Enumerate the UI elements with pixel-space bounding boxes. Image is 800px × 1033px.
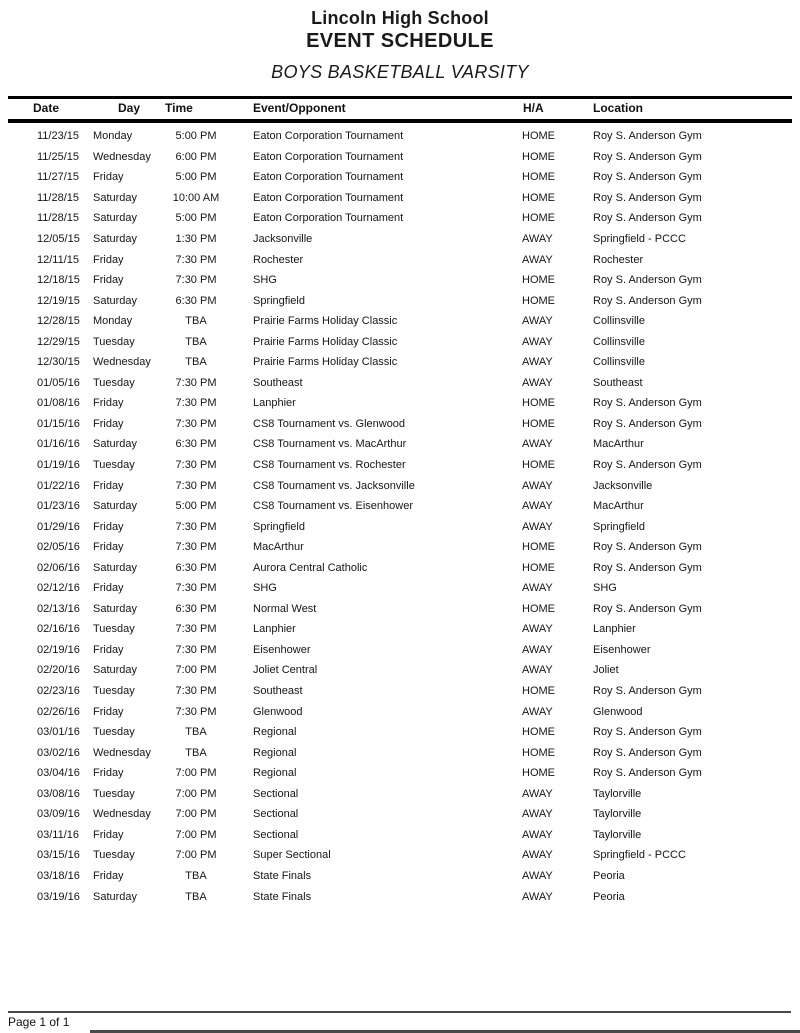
cell-location: Joliet xyxy=(593,664,619,677)
cell-time: 6:00 PM xyxy=(175,150,217,163)
cell-location: Roy S. Anderson Gym xyxy=(593,212,702,225)
cell-time: 7:30 PM xyxy=(175,397,217,410)
cell-day: Tuesday xyxy=(93,849,135,862)
cell-home-away: HOME xyxy=(522,150,555,163)
cell-day: Tuesday xyxy=(93,787,135,800)
cell-location: Roy S. Anderson Gym xyxy=(593,726,702,739)
cell-time: 7:30 PM xyxy=(175,643,217,656)
cell-home-away: HOME xyxy=(522,726,555,739)
cell-event: Glenwood xyxy=(253,705,303,718)
cell-event: Super Sectional xyxy=(253,849,331,862)
cell-day: Monday xyxy=(93,315,133,328)
cell-time: 7:30 PM xyxy=(175,705,217,718)
cell-day: Friday xyxy=(93,520,124,533)
table-row xyxy=(0,845,800,866)
cell-time: TBA xyxy=(185,315,207,328)
cell-time: TBA xyxy=(185,890,207,903)
cell-day: Friday xyxy=(93,705,124,718)
cell-event: CS8 Tournament vs. Jacksonville xyxy=(253,479,415,492)
cell-location: Roy S. Anderson Gym xyxy=(593,171,702,184)
cell-location: Roy S. Anderson Gym xyxy=(593,130,702,143)
cell-home-away: AWAY xyxy=(522,520,553,533)
cell-event: State Finals xyxy=(253,890,312,903)
cell-time: 7:30 PM xyxy=(175,685,217,698)
cell-time: 7:00 PM xyxy=(175,828,217,841)
table-row xyxy=(0,414,800,435)
table-row xyxy=(0,393,800,414)
cell-day: Tuesday xyxy=(93,376,135,389)
cell-date: 03/19/16 xyxy=(37,890,80,903)
cell-event: Regional xyxy=(253,746,297,759)
cell-day: Friday xyxy=(93,253,124,266)
schedule-rows xyxy=(0,126,800,907)
cell-time: TBA xyxy=(185,335,207,348)
table-row xyxy=(0,475,800,496)
column-header-time: Time xyxy=(165,101,193,115)
cell-home-away: AWAY xyxy=(522,705,553,718)
table-row xyxy=(0,763,800,784)
cell-day: Saturday xyxy=(93,438,138,451)
cell-time: 7:00 PM xyxy=(175,664,217,677)
table-header-row xyxy=(0,101,800,117)
cell-time: 7:00 PM xyxy=(175,849,217,862)
cell-home-away: HOME xyxy=(522,294,555,307)
table-row xyxy=(0,557,800,578)
cell-event: Rochester xyxy=(253,253,304,266)
cell-day: Friday xyxy=(93,828,124,841)
table-row xyxy=(0,516,800,537)
cell-event: SHG xyxy=(253,582,277,595)
table-row xyxy=(0,742,800,763)
table-row xyxy=(0,455,800,476)
cell-location: Collinsville xyxy=(593,335,645,348)
cell-date: 01/15/16 xyxy=(37,417,80,430)
cell-home-away: AWAY xyxy=(522,315,553,328)
cell-event: Jacksonville xyxy=(253,233,313,245)
cell-date: 12/28/15 xyxy=(37,315,80,328)
cell-location: Roy S. Anderson Gym xyxy=(593,417,702,430)
cell-time: 7:30 PM xyxy=(175,541,217,554)
document-title: EVENT SCHEDULE xyxy=(306,30,494,52)
cell-event: CS8 Tournament vs. MacArthur xyxy=(253,438,407,451)
cell-day: Wednesday xyxy=(93,150,151,163)
cell-time: 7:30 PM xyxy=(175,479,217,492)
cell-day: Saturday xyxy=(93,500,138,513)
cell-date: 02/23/16 xyxy=(37,685,80,698)
cell-event: Lanphier xyxy=(253,623,296,636)
cell-home-away: HOME xyxy=(522,130,555,143)
cell-time: 7:30 PM xyxy=(175,520,217,533)
cell-event: MacArthur xyxy=(253,541,304,554)
cell-day: Friday xyxy=(93,397,124,410)
cell-day: Monday xyxy=(93,130,133,143)
cell-date: 12/19/15 xyxy=(37,294,80,307)
table-row xyxy=(0,188,800,209)
cell-time: 7:30 PM xyxy=(175,274,217,287)
cell-day: Wednesday xyxy=(93,746,151,759)
cell-time: 1:30 PM xyxy=(175,233,217,245)
cell-day: Friday xyxy=(93,171,124,184)
cell-time: 7:30 PM xyxy=(175,417,217,430)
cell-time: 6:30 PM xyxy=(175,561,217,574)
table-row xyxy=(0,434,800,455)
cell-date: 02/05/16 xyxy=(37,541,80,554)
cell-event: CS8 Tournament vs. Rochester xyxy=(253,459,406,472)
cell-event: Springfield xyxy=(253,520,305,533)
cell-event: CS8 Tournament vs. Eisenhower xyxy=(253,500,413,513)
cell-date: 11/23/15 xyxy=(37,130,80,143)
cell-home-away: AWAY xyxy=(522,808,553,821)
cell-location: Springfield - PCCC xyxy=(593,233,686,245)
cell-event: Eaton Corporation Tournament xyxy=(253,212,404,225)
cell-event: Aurora Central Catholic xyxy=(253,561,368,574)
cell-home-away: HOME xyxy=(522,191,555,204)
cell-date: 03/18/16 xyxy=(37,869,80,882)
table-row xyxy=(0,311,800,332)
cell-date: 02/13/16 xyxy=(37,602,80,615)
cell-date: 11/28/15 xyxy=(37,212,80,225)
table-row xyxy=(0,126,800,147)
cell-location: Peoria xyxy=(593,869,625,882)
table-row xyxy=(0,270,800,291)
cell-day: Saturday xyxy=(93,191,138,204)
cell-day: Saturday xyxy=(93,294,138,307)
cell-location: Roy S. Anderson Gym xyxy=(593,294,702,307)
cell-date: 02/19/16 xyxy=(37,643,80,656)
cell-event: Normal West xyxy=(253,602,317,615)
cell-time: TBA xyxy=(185,869,207,882)
table-row xyxy=(0,352,800,373)
cell-date: 11/27/15 xyxy=(37,171,80,184)
cell-date: 02/20/16 xyxy=(37,664,80,677)
cell-date: 12/11/15 xyxy=(37,253,80,266)
cell-day: Tuesday xyxy=(93,623,135,636)
table-row xyxy=(0,660,800,681)
cell-day: Wednesday xyxy=(93,808,151,821)
table-row xyxy=(0,373,800,394)
cell-event: SHG xyxy=(253,274,277,287)
table-row xyxy=(0,619,800,640)
cell-day: Saturday xyxy=(93,602,138,615)
table-row xyxy=(0,578,800,599)
cell-home-away: HOME xyxy=(522,685,555,698)
cell-event: Joliet Central xyxy=(253,664,318,677)
cell-location: Roy S. Anderson Gym xyxy=(593,561,702,574)
cell-time: 10:00 AM xyxy=(172,191,220,204)
cell-event: Prairie Farms Holiday Classic xyxy=(253,335,398,348)
cell-date: 12/05/15 xyxy=(37,233,80,245)
cell-home-away: AWAY xyxy=(522,664,553,677)
table-row xyxy=(0,290,800,311)
cell-time: 7:30 PM xyxy=(175,623,217,636)
cell-time: 6:30 PM xyxy=(175,602,217,615)
cell-date: 02/06/16 xyxy=(37,561,80,574)
cell-date: 11/25/15 xyxy=(37,150,80,163)
cell-event: CS8 Tournament vs. Glenwood xyxy=(253,417,406,430)
table-row xyxy=(0,599,800,620)
cell-location: Collinsville xyxy=(593,315,645,328)
cell-time: 5:00 PM xyxy=(175,171,217,184)
cell-home-away: HOME xyxy=(522,602,555,615)
cell-time: 7:30 PM xyxy=(175,582,217,595)
cell-date: 03/02/16 xyxy=(37,746,80,759)
cell-day: Friday xyxy=(93,869,124,882)
cell-location: Roy S. Anderson Gym xyxy=(593,191,702,204)
table-row xyxy=(0,249,800,270)
cell-home-away: AWAY xyxy=(522,233,553,245)
cell-day: Friday xyxy=(93,582,124,595)
cell-home-away: HOME xyxy=(522,212,555,225)
cell-event: Southeast xyxy=(253,685,303,698)
table-row xyxy=(0,331,800,352)
cell-event: Eaton Corporation Tournament xyxy=(253,150,404,163)
cell-date: 01/05/16 xyxy=(37,376,80,389)
cell-location: MacArthur xyxy=(593,500,644,513)
column-header-day: Day xyxy=(117,101,140,115)
cell-location: Roy S. Anderson Gym xyxy=(593,541,702,554)
cell-event: State Finals xyxy=(253,869,312,882)
cell-time: 7:00 PM xyxy=(175,787,217,800)
cell-home-away: HOME xyxy=(522,397,555,410)
cell-time: 7:00 PM xyxy=(175,767,217,780)
cell-day: Friday xyxy=(93,417,124,430)
column-header-date: Date xyxy=(33,101,60,115)
cell-time: 7:30 PM xyxy=(175,459,217,472)
cell-event: Regional xyxy=(253,726,297,739)
cell-home-away: AWAY xyxy=(522,787,553,800)
cell-home-away: AWAY xyxy=(522,376,553,389)
cell-time: 6:30 PM xyxy=(175,438,217,451)
cell-day: Friday xyxy=(93,767,124,780)
cell-location: Collinsville xyxy=(593,356,645,369)
table-row xyxy=(0,640,800,661)
cell-location: Roy S. Anderson Gym xyxy=(593,685,702,698)
cell-day: Friday xyxy=(93,479,124,492)
column-header-event: Event/Opponent xyxy=(253,101,346,115)
cell-home-away: HOME xyxy=(522,541,555,554)
column-header-location: Location xyxy=(593,101,643,115)
table-row xyxy=(0,825,800,846)
cell-day: Friday xyxy=(93,643,124,656)
cell-home-away: AWAY xyxy=(522,623,553,636)
cell-date: 01/08/16 xyxy=(37,397,80,410)
cell-home-away: AWAY xyxy=(522,500,553,513)
team-subtitle: BOYS BASKETBALL VARSITY xyxy=(271,62,529,82)
table-row xyxy=(0,866,800,887)
cell-time: 6:30 PM xyxy=(175,294,217,307)
cell-day: Tuesday xyxy=(93,459,135,472)
table-row xyxy=(0,496,800,517)
cell-event: Southeast xyxy=(253,376,303,389)
cell-location: Taylorville xyxy=(593,808,642,821)
cell-location: MacArthur xyxy=(593,438,644,451)
cell-location: Springfield xyxy=(593,520,645,533)
school-name-title: Lincoln High School xyxy=(311,8,489,28)
cell-home-away: HOME xyxy=(522,561,555,574)
cell-day: Saturday xyxy=(93,212,138,225)
cell-date: 03/04/16 xyxy=(37,767,80,780)
cell-home-away: AWAY xyxy=(522,253,553,266)
cell-date: 03/11/16 xyxy=(37,828,80,841)
cell-date: 01/16/16 xyxy=(37,438,80,451)
table-row xyxy=(0,722,800,743)
cell-date: 01/29/16 xyxy=(37,520,80,533)
column-header-ha: H/A xyxy=(523,101,544,115)
cell-location: Roy S. Anderson Gym xyxy=(593,746,702,759)
table-row xyxy=(0,681,800,702)
table-row xyxy=(0,804,800,825)
cell-day: Wednesday xyxy=(93,356,151,369)
cell-day: Friday xyxy=(93,274,124,287)
cell-home-away: AWAY xyxy=(522,643,553,656)
cell-time: 5:00 PM xyxy=(175,130,217,143)
cell-day: Saturday xyxy=(93,664,138,677)
cell-date: 03/09/16 xyxy=(37,808,80,821)
cell-home-away: AWAY xyxy=(522,869,553,882)
cell-day: Friday xyxy=(93,541,124,554)
cell-date: 12/18/15 xyxy=(37,274,80,287)
footer-rule xyxy=(8,1011,791,1013)
cell-event: Sectional xyxy=(253,787,299,800)
cell-home-away: AWAY xyxy=(522,849,553,862)
cell-location: Roy S. Anderson Gym xyxy=(593,274,702,287)
cell-time: 5:00 PM xyxy=(175,212,217,225)
cell-time: 5:00 PM xyxy=(175,500,217,513)
cell-event: Lanphier xyxy=(253,397,296,410)
cell-location: Roy S. Anderson Gym xyxy=(593,150,702,163)
cell-location: Roy S. Anderson Gym xyxy=(593,459,702,472)
cell-date: 02/12/16 xyxy=(37,582,80,595)
cell-home-away: HOME xyxy=(522,274,555,287)
cell-time: TBA xyxy=(185,746,207,759)
table-row xyxy=(0,167,800,188)
cell-date: 12/29/15 xyxy=(37,335,80,348)
cell-time: 7:00 PM xyxy=(175,808,217,821)
cell-location: Jacksonville xyxy=(593,479,653,492)
cell-home-away: HOME xyxy=(522,459,555,472)
cell-event: Sectional xyxy=(253,828,299,841)
cell-event: Eaton Corporation Tournament xyxy=(253,191,404,204)
cell-home-away: AWAY xyxy=(522,356,553,369)
table-row xyxy=(0,537,800,558)
cell-event: Eaton Corporation Tournament xyxy=(253,130,404,143)
cell-location: Roy S. Anderson Gym xyxy=(593,767,702,780)
cell-date: 01/22/16 xyxy=(37,479,80,492)
cell-home-away: AWAY xyxy=(522,335,553,348)
cell-location: Roy S. Anderson Gym xyxy=(593,397,702,410)
cell-time: TBA xyxy=(185,356,207,369)
cell-date: 11/28/15 xyxy=(37,191,80,204)
cell-home-away: AWAY xyxy=(522,890,553,903)
cell-home-away: HOME xyxy=(522,746,555,759)
cell-date: 12/30/15 xyxy=(37,356,80,369)
cell-home-away: HOME xyxy=(522,171,555,184)
cell-location: Lanphier xyxy=(593,623,636,636)
cell-day: Saturday xyxy=(93,890,138,903)
cell-event: Springfield xyxy=(253,294,305,307)
table-row xyxy=(0,147,800,168)
cell-location: Glenwood xyxy=(593,705,643,718)
cell-location: Rochester xyxy=(593,253,644,266)
cell-home-away: AWAY xyxy=(522,582,553,595)
table-row xyxy=(0,784,800,805)
cell-home-away: AWAY xyxy=(522,438,553,451)
cell-date: 02/26/16 xyxy=(37,705,80,718)
cell-location: SHG xyxy=(593,582,617,595)
cell-date: 03/08/16 xyxy=(37,787,80,800)
cell-event: Sectional xyxy=(253,808,299,821)
cell-location: Taylorville xyxy=(593,828,642,841)
cell-day: Saturday xyxy=(93,561,138,574)
cell-location: Southeast xyxy=(593,376,643,389)
table-row xyxy=(0,229,800,250)
cell-home-away: AWAY xyxy=(522,479,553,492)
cell-event: Eisenhower xyxy=(253,643,311,656)
cell-date: 01/23/16 xyxy=(37,500,80,513)
cell-event: Regional xyxy=(253,767,297,780)
cell-event: Prairie Farms Holiday Classic xyxy=(253,315,398,328)
table-row xyxy=(0,886,800,907)
cell-time: 7:30 PM xyxy=(175,253,217,266)
table-top-rule xyxy=(8,96,792,99)
table-header-rule xyxy=(8,119,792,123)
cell-location: Roy S. Anderson Gym xyxy=(593,602,702,615)
cell-event: Eaton Corporation Tournament xyxy=(253,171,404,184)
cell-date: 03/15/16 xyxy=(37,849,80,862)
cell-day: Saturday xyxy=(93,233,138,245)
cell-location: Taylorville xyxy=(593,787,642,800)
cell-time: TBA xyxy=(185,726,207,739)
cell-day: Tuesday xyxy=(93,685,135,698)
cell-event: Prairie Farms Holiday Classic xyxy=(253,356,398,369)
cell-location: Springfield - PCCC xyxy=(593,849,686,862)
cell-home-away: AWAY xyxy=(522,828,553,841)
cell-day: Tuesday xyxy=(93,726,135,739)
cell-location: Eisenhower xyxy=(593,643,651,656)
cell-location: Peoria xyxy=(593,890,625,903)
cell-home-away: HOME xyxy=(522,767,555,780)
table-row xyxy=(0,208,800,229)
cell-home-away: HOME xyxy=(522,417,555,430)
table-row xyxy=(0,701,800,722)
cell-day: Tuesday xyxy=(93,335,135,348)
cell-time: 7:30 PM xyxy=(175,376,217,389)
page-number-label: Page 1 of 1 xyxy=(8,1015,70,1029)
cell-date: 02/16/16 xyxy=(37,623,80,636)
cell-date: 03/01/16 xyxy=(37,726,80,739)
cell-date: 01/19/16 xyxy=(37,459,80,472)
